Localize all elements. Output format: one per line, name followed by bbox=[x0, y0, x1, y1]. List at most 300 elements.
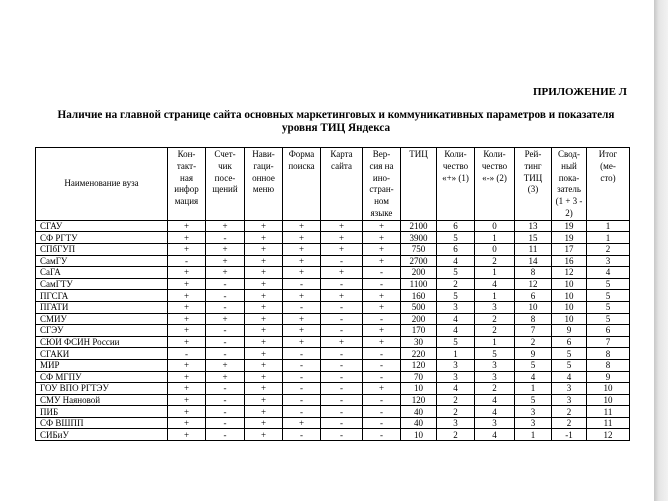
cell-search-form: + bbox=[283, 290, 321, 302]
cell-plus-count: 2 bbox=[437, 394, 475, 406]
table-row bbox=[36, 267, 630, 279]
title-line-1: Наличие на главной странице сайта основных маркетинговых и коммуникативных параметров и показателя bbox=[57, 109, 615, 121]
cell-total: 3 bbox=[587, 255, 630, 267]
cell-total: 8 bbox=[587, 348, 630, 360]
cell-name bbox=[36, 336, 168, 348]
cell-navigation: + bbox=[245, 429, 283, 441]
table-row bbox=[36, 417, 630, 429]
cell-name bbox=[36, 278, 168, 290]
university-name: СГАКИ bbox=[40, 348, 70, 359]
cell-search-form: - bbox=[283, 278, 321, 290]
cell-summary: 6 bbox=[552, 336, 587, 348]
cell-navigation: + bbox=[245, 255, 283, 267]
cell-sitemap: + bbox=[321, 336, 363, 348]
cell-tic-rank: 12 bbox=[515, 278, 552, 290]
cell-counter: + bbox=[206, 243, 245, 255]
cell-tic: 170 bbox=[401, 325, 437, 337]
cell-plus-count: 5 bbox=[437, 290, 475, 302]
cell-counter: - bbox=[206, 301, 245, 313]
header-navigation: Нави- гаци- онное меню bbox=[245, 148, 283, 221]
cell-tic-rank: 9 bbox=[515, 348, 552, 360]
cell-navigation: + bbox=[245, 313, 283, 325]
cell-search-form: + bbox=[283, 255, 321, 267]
cell-counter: + bbox=[206, 255, 245, 267]
cell-plus-count: 1 bbox=[437, 348, 475, 360]
cell-plus-count: 5 bbox=[437, 267, 475, 279]
cell-tic: 2700 bbox=[401, 255, 437, 267]
cell-tic: 10 bbox=[401, 429, 437, 441]
cell-tic: 3900 bbox=[401, 232, 437, 244]
cell-total: 10 bbox=[587, 383, 630, 395]
table-row bbox=[36, 336, 630, 348]
cell-navigation: + bbox=[245, 406, 283, 418]
cell-counter: + bbox=[206, 313, 245, 325]
cell-search-form: - bbox=[283, 359, 321, 371]
cell-sitemap: - bbox=[321, 325, 363, 337]
header-tic: ТИЦ bbox=[401, 148, 437, 221]
cell-tic-rank: 15 bbox=[515, 232, 552, 244]
cell-name bbox=[36, 290, 168, 302]
cell-search-form: + bbox=[283, 232, 321, 244]
table-row bbox=[36, 359, 630, 371]
table-header-row bbox=[36, 148, 630, 221]
cell-name bbox=[36, 406, 168, 418]
cell-contact: + bbox=[168, 267, 206, 279]
cell-foreign-version: - bbox=[363, 394, 401, 406]
cell-counter: - bbox=[206, 394, 245, 406]
cell-tic: 40 bbox=[401, 406, 437, 418]
cell-summary: 5 bbox=[552, 348, 587, 360]
cell-contact: + bbox=[168, 371, 206, 383]
university-name: ПИБ bbox=[40, 406, 59, 417]
cell-contact: + bbox=[168, 417, 206, 429]
table-row bbox=[36, 278, 630, 290]
cell-search-form: - bbox=[283, 406, 321, 418]
cell-contact: + bbox=[168, 301, 206, 313]
cell-navigation: + bbox=[245, 290, 283, 302]
cell-tic-rank: 8 bbox=[515, 267, 552, 279]
cell-total: 5 bbox=[587, 301, 630, 313]
cell-summary: 17 bbox=[552, 243, 587, 255]
cell-contact: + bbox=[168, 325, 206, 337]
cell-contact: + bbox=[168, 220, 206, 232]
cell-contact: + bbox=[168, 290, 206, 302]
cell-contact: + bbox=[168, 429, 206, 441]
cell-navigation: + bbox=[245, 278, 283, 290]
document-title bbox=[34, 109, 638, 135]
page-edge-shadow bbox=[654, 0, 668, 501]
cell-counter: - bbox=[206, 417, 245, 429]
cell-sitemap: - bbox=[321, 417, 363, 429]
cell-contact: + bbox=[168, 359, 206, 371]
title-line-2: уровня ТИЦ Яндекса bbox=[281, 122, 391, 134]
cell-total: 8 bbox=[587, 359, 630, 371]
cell-plus-count: 3 bbox=[437, 359, 475, 371]
cell-name bbox=[36, 243, 168, 255]
cell-foreign-version: + bbox=[363, 383, 401, 395]
cell-sitemap: - bbox=[321, 255, 363, 267]
cell-tic-rank: 14 bbox=[515, 255, 552, 267]
cell-name bbox=[36, 429, 168, 441]
table-row bbox=[36, 220, 630, 232]
cell-counter: - bbox=[206, 406, 245, 418]
cell-total: 1 bbox=[587, 232, 630, 244]
cell-total: 5 bbox=[587, 290, 630, 302]
cell-sitemap: - bbox=[321, 429, 363, 441]
cell-contact: - bbox=[168, 348, 206, 360]
cell-summary: 5 bbox=[552, 359, 587, 371]
university-name: СГЭУ bbox=[40, 325, 64, 336]
cell-minus-count: 3 bbox=[475, 417, 515, 429]
cell-minus-count: 2 bbox=[475, 255, 515, 267]
cell-tic: 200 bbox=[401, 267, 437, 279]
cell-tic: 220 bbox=[401, 348, 437, 360]
cell-search-form: - bbox=[283, 348, 321, 360]
cell-total: 6 bbox=[587, 325, 630, 337]
cell-counter: - bbox=[206, 325, 245, 337]
table-row bbox=[36, 325, 630, 337]
cell-name bbox=[36, 232, 168, 244]
cell-name bbox=[36, 267, 168, 279]
cell-tic-rank: 3 bbox=[515, 406, 552, 418]
cell-foreign-version: - bbox=[363, 359, 401, 371]
university-name: СФ ВШПП bbox=[40, 418, 84, 429]
cell-navigation: + bbox=[245, 359, 283, 371]
cell-sitemap: - bbox=[321, 313, 363, 325]
table-row bbox=[36, 301, 630, 313]
cell-plus-count: 3 bbox=[437, 417, 475, 429]
university-name: СИБиУ bbox=[40, 429, 69, 440]
cell-summary: 4 bbox=[552, 371, 587, 383]
cell-minus-count: 3 bbox=[475, 371, 515, 383]
header-contact: Кон- такт- ная инфор мация bbox=[168, 148, 206, 221]
cell-summary: 19 bbox=[552, 232, 587, 244]
header-foreign-version: Вер- сия на ино- стран- ном языке bbox=[363, 148, 401, 221]
cell-name bbox=[36, 313, 168, 325]
cell-plus-count: 6 bbox=[437, 243, 475, 255]
cell-foreign-version: + bbox=[363, 301, 401, 313]
cell-total: 5 bbox=[587, 313, 630, 325]
cell-foreign-version: - bbox=[363, 313, 401, 325]
cell-foreign-version: + bbox=[363, 336, 401, 348]
header-minus-count: Коли- чество «-» (2) bbox=[475, 148, 515, 221]
cell-tic-rank: 5 bbox=[515, 359, 552, 371]
cell-minus-count: 4 bbox=[475, 429, 515, 441]
table-row bbox=[36, 383, 630, 395]
cell-search-form: + bbox=[283, 417, 321, 429]
cell-search-form: - bbox=[283, 394, 321, 406]
cell-navigation: + bbox=[245, 336, 283, 348]
cell-tic: 750 bbox=[401, 243, 437, 255]
cell-sitemap: + bbox=[321, 232, 363, 244]
cell-foreign-version: - bbox=[363, 371, 401, 383]
cell-foreign-version: - bbox=[363, 278, 401, 290]
header-search-form: Форма поиска bbox=[283, 148, 321, 221]
university-name: СМУ Наяновой bbox=[40, 394, 101, 405]
cell-contact: + bbox=[168, 394, 206, 406]
university-name: ПГАТИ bbox=[40, 302, 69, 313]
cell-minus-count: 0 bbox=[475, 220, 515, 232]
cell-total: 1 bbox=[587, 220, 630, 232]
cell-minus-count: 0 bbox=[475, 243, 515, 255]
university-name: СФ МГПУ bbox=[40, 371, 82, 382]
cell-contact: + bbox=[168, 406, 206, 418]
cell-navigation: + bbox=[245, 383, 283, 395]
table-row bbox=[36, 429, 630, 441]
cell-navigation: + bbox=[245, 267, 283, 279]
cell-name bbox=[36, 325, 168, 337]
cell-search-form: - bbox=[283, 371, 321, 383]
cell-total: 12 bbox=[587, 429, 630, 441]
cell-counter: + bbox=[206, 267, 245, 279]
cell-sitemap: + bbox=[321, 267, 363, 279]
cell-foreign-version: - bbox=[363, 417, 401, 429]
cell-foreign-version: + bbox=[363, 220, 401, 232]
cell-tic-rank: 2 bbox=[515, 336, 552, 348]
cell-sitemap: - bbox=[321, 348, 363, 360]
cell-plus-count: 6 bbox=[437, 220, 475, 232]
cell-counter: - bbox=[206, 278, 245, 290]
cell-minus-count: 4 bbox=[475, 406, 515, 418]
cell-navigation: + bbox=[245, 417, 283, 429]
cell-summary: 3 bbox=[552, 383, 587, 395]
cell-tic-rank: 5 bbox=[515, 394, 552, 406]
cell-sitemap: - bbox=[321, 278, 363, 290]
cell-plus-count: 3 bbox=[437, 371, 475, 383]
cell-name bbox=[36, 348, 168, 360]
cell-contact: + bbox=[168, 243, 206, 255]
cell-sitemap: - bbox=[321, 301, 363, 313]
cell-navigation: + bbox=[245, 371, 283, 383]
cell-tic: 200 bbox=[401, 313, 437, 325]
cell-plus-count: 4 bbox=[437, 255, 475, 267]
cell-minus-count: 3 bbox=[475, 359, 515, 371]
cell-tic: 70 bbox=[401, 371, 437, 383]
table-row bbox=[36, 313, 630, 325]
cell-minus-count: 4 bbox=[475, 394, 515, 406]
cell-sitemap: - bbox=[321, 383, 363, 395]
cell-plus-count: 2 bbox=[437, 429, 475, 441]
header-tic-rank: Рей- тинг ТИЦ (3) bbox=[515, 148, 552, 221]
cell-summary: 10 bbox=[552, 313, 587, 325]
cell-tic: 120 bbox=[401, 359, 437, 371]
cell-summary: 19 bbox=[552, 220, 587, 232]
cell-summary: 10 bbox=[552, 278, 587, 290]
cell-tic-rank: 6 bbox=[515, 290, 552, 302]
universities-table bbox=[35, 147, 630, 441]
cell-total: 11 bbox=[587, 406, 630, 418]
table-row bbox=[36, 406, 630, 418]
cell-navigation: + bbox=[245, 232, 283, 244]
cell-name bbox=[36, 255, 168, 267]
cell-plus-count: 5 bbox=[437, 232, 475, 244]
cell-minus-count: 1 bbox=[475, 267, 515, 279]
cell-minus-count: 5 bbox=[475, 348, 515, 360]
table-body bbox=[36, 220, 630, 440]
cell-search-form: - bbox=[283, 383, 321, 395]
cell-contact: + bbox=[168, 278, 206, 290]
header-summary: Свод- ный пока- затель (1 + 3 - 2) bbox=[552, 148, 587, 221]
cell-counter: + bbox=[206, 220, 245, 232]
cell-foreign-version: - bbox=[363, 267, 401, 279]
cell-sitemap: + bbox=[321, 243, 363, 255]
table-row bbox=[36, 290, 630, 302]
cell-search-form: + bbox=[283, 267, 321, 279]
cell-name bbox=[36, 394, 168, 406]
cell-counter: + bbox=[206, 359, 245, 371]
cell-plus-count: 4 bbox=[437, 313, 475, 325]
cell-minus-count: 1 bbox=[475, 336, 515, 348]
cell-tic-rank: 11 bbox=[515, 243, 552, 255]
cell-navigation: + bbox=[245, 394, 283, 406]
cell-minus-count: 2 bbox=[475, 325, 515, 337]
cell-foreign-version: + bbox=[363, 290, 401, 302]
cell-tic-rank: 10 bbox=[515, 301, 552, 313]
cell-contact: + bbox=[168, 336, 206, 348]
cell-tic: 30 bbox=[401, 336, 437, 348]
cell-counter: - bbox=[206, 348, 245, 360]
cell-sitemap: + bbox=[321, 290, 363, 302]
cell-sitemap: - bbox=[321, 406, 363, 418]
cell-sitemap: - bbox=[321, 371, 363, 383]
table-row bbox=[36, 394, 630, 406]
cell-summary: 3 bbox=[552, 394, 587, 406]
cell-tic-rank: 4 bbox=[515, 371, 552, 383]
cell-tic-rank: 7 bbox=[515, 325, 552, 337]
header-sitemap: Карта сайта bbox=[321, 148, 363, 221]
cell-total: 10 bbox=[587, 394, 630, 406]
cell-navigation: + bbox=[245, 243, 283, 255]
cell-summary: 16 bbox=[552, 255, 587, 267]
cell-name bbox=[36, 301, 168, 313]
university-name: СамГУ bbox=[40, 255, 68, 266]
cell-name bbox=[36, 220, 168, 232]
cell-tic: 2100 bbox=[401, 220, 437, 232]
header-counter: Счет- чик посе- щений bbox=[206, 148, 245, 221]
cell-tic-rank: 8 bbox=[515, 313, 552, 325]
table-row bbox=[36, 243, 630, 255]
cell-counter: - bbox=[206, 290, 245, 302]
university-name: СПбГУП bbox=[40, 244, 76, 255]
university-name: МИР bbox=[40, 360, 60, 371]
cell-tic: 500 bbox=[401, 301, 437, 313]
cell-name bbox=[36, 417, 168, 429]
cell-plus-count: 3 bbox=[437, 301, 475, 313]
header-total: Итог (ме- сто) bbox=[587, 148, 630, 221]
cell-summary: 9 bbox=[552, 325, 587, 337]
cell-tic: 1100 bbox=[401, 278, 437, 290]
cell-search-form: + bbox=[283, 220, 321, 232]
cell-minus-count: 2 bbox=[475, 383, 515, 395]
cell-tic-rank: 1 bbox=[515, 383, 552, 395]
cell-counter: - bbox=[206, 383, 245, 395]
cell-search-form: - bbox=[283, 301, 321, 313]
cell-foreign-version: + bbox=[363, 232, 401, 244]
cell-summary: 2 bbox=[552, 417, 587, 429]
cell-plus-count: 4 bbox=[437, 383, 475, 395]
cell-tic-rank: 13 bbox=[515, 220, 552, 232]
cell-foreign-version: - bbox=[363, 348, 401, 360]
cell-navigation: + bbox=[245, 220, 283, 232]
cell-minus-count: 4 bbox=[475, 278, 515, 290]
university-name: ПГСГА bbox=[40, 290, 69, 301]
cell-foreign-version: - bbox=[363, 406, 401, 418]
table-row bbox=[36, 348, 630, 360]
table-row bbox=[36, 371, 630, 383]
cell-total: 5 bbox=[587, 278, 630, 290]
cell-counter: - bbox=[206, 232, 245, 244]
cell-minus-count: 1 bbox=[475, 290, 515, 302]
cell-minus-count: 3 bbox=[475, 301, 515, 313]
header-name: Наименование вуза bbox=[36, 148, 168, 221]
cell-counter: + bbox=[206, 371, 245, 383]
university-name: ГОУ ВПО РГТЭУ bbox=[40, 383, 109, 394]
university-name: СФ РГТУ bbox=[40, 232, 78, 243]
cell-counter: - bbox=[206, 429, 245, 441]
cell-total: 9 bbox=[587, 371, 630, 383]
university-name: СМИУ bbox=[40, 313, 67, 324]
cell-search-form: + bbox=[283, 243, 321, 255]
cell-sitemap: - bbox=[321, 359, 363, 371]
cell-search-form: + bbox=[283, 325, 321, 337]
cell-summary: -1 bbox=[552, 429, 587, 441]
cell-counter: - bbox=[206, 336, 245, 348]
cell-contact: - bbox=[168, 255, 206, 267]
university-name: СаГА bbox=[40, 267, 61, 278]
cell-contact: + bbox=[168, 383, 206, 395]
cell-search-form: - bbox=[283, 429, 321, 441]
cell-foreign-version: + bbox=[363, 255, 401, 267]
cell-contact: + bbox=[168, 232, 206, 244]
cell-foreign-version: + bbox=[363, 325, 401, 337]
table-row bbox=[36, 255, 630, 267]
table-row bbox=[36, 232, 630, 244]
university-name: СЮИ ФСИН России bbox=[40, 337, 120, 348]
cell-tic-rank: 3 bbox=[515, 417, 552, 429]
cell-summary: 10 bbox=[552, 290, 587, 302]
cell-total: 4 bbox=[587, 267, 630, 279]
cell-total: 11 bbox=[587, 417, 630, 429]
cell-summary: 2 bbox=[552, 406, 587, 418]
cell-search-form: + bbox=[283, 313, 321, 325]
cell-sitemap: + bbox=[321, 220, 363, 232]
cell-name bbox=[36, 371, 168, 383]
cell-sitemap: - bbox=[321, 394, 363, 406]
cell-foreign-version: + bbox=[363, 243, 401, 255]
cell-search-form: + bbox=[283, 336, 321, 348]
cell-tic-rank: 1 bbox=[515, 429, 552, 441]
cell-tic: 10 bbox=[401, 383, 437, 395]
cell-total: 2 bbox=[587, 243, 630, 255]
cell-plus-count: 2 bbox=[437, 406, 475, 418]
header-plus-count: Коли- чество «+» (1) bbox=[437, 148, 475, 221]
cell-foreign-version: - bbox=[363, 429, 401, 441]
cell-plus-count: 4 bbox=[437, 325, 475, 337]
cell-tic: 160 bbox=[401, 290, 437, 302]
cell-navigation: + bbox=[245, 301, 283, 313]
cell-summary: 12 bbox=[552, 267, 587, 279]
cell-navigation: + bbox=[245, 348, 283, 360]
cell-name bbox=[36, 359, 168, 371]
cell-total: 7 bbox=[587, 336, 630, 348]
cell-name bbox=[36, 383, 168, 395]
cell-contact: + bbox=[168, 313, 206, 325]
cell-tic: 120 bbox=[401, 394, 437, 406]
cell-plus-count: 5 bbox=[437, 336, 475, 348]
university-name: СамГТУ bbox=[40, 279, 73, 290]
cell-navigation: + bbox=[245, 325, 283, 337]
cell-plus-count: 2 bbox=[437, 278, 475, 290]
